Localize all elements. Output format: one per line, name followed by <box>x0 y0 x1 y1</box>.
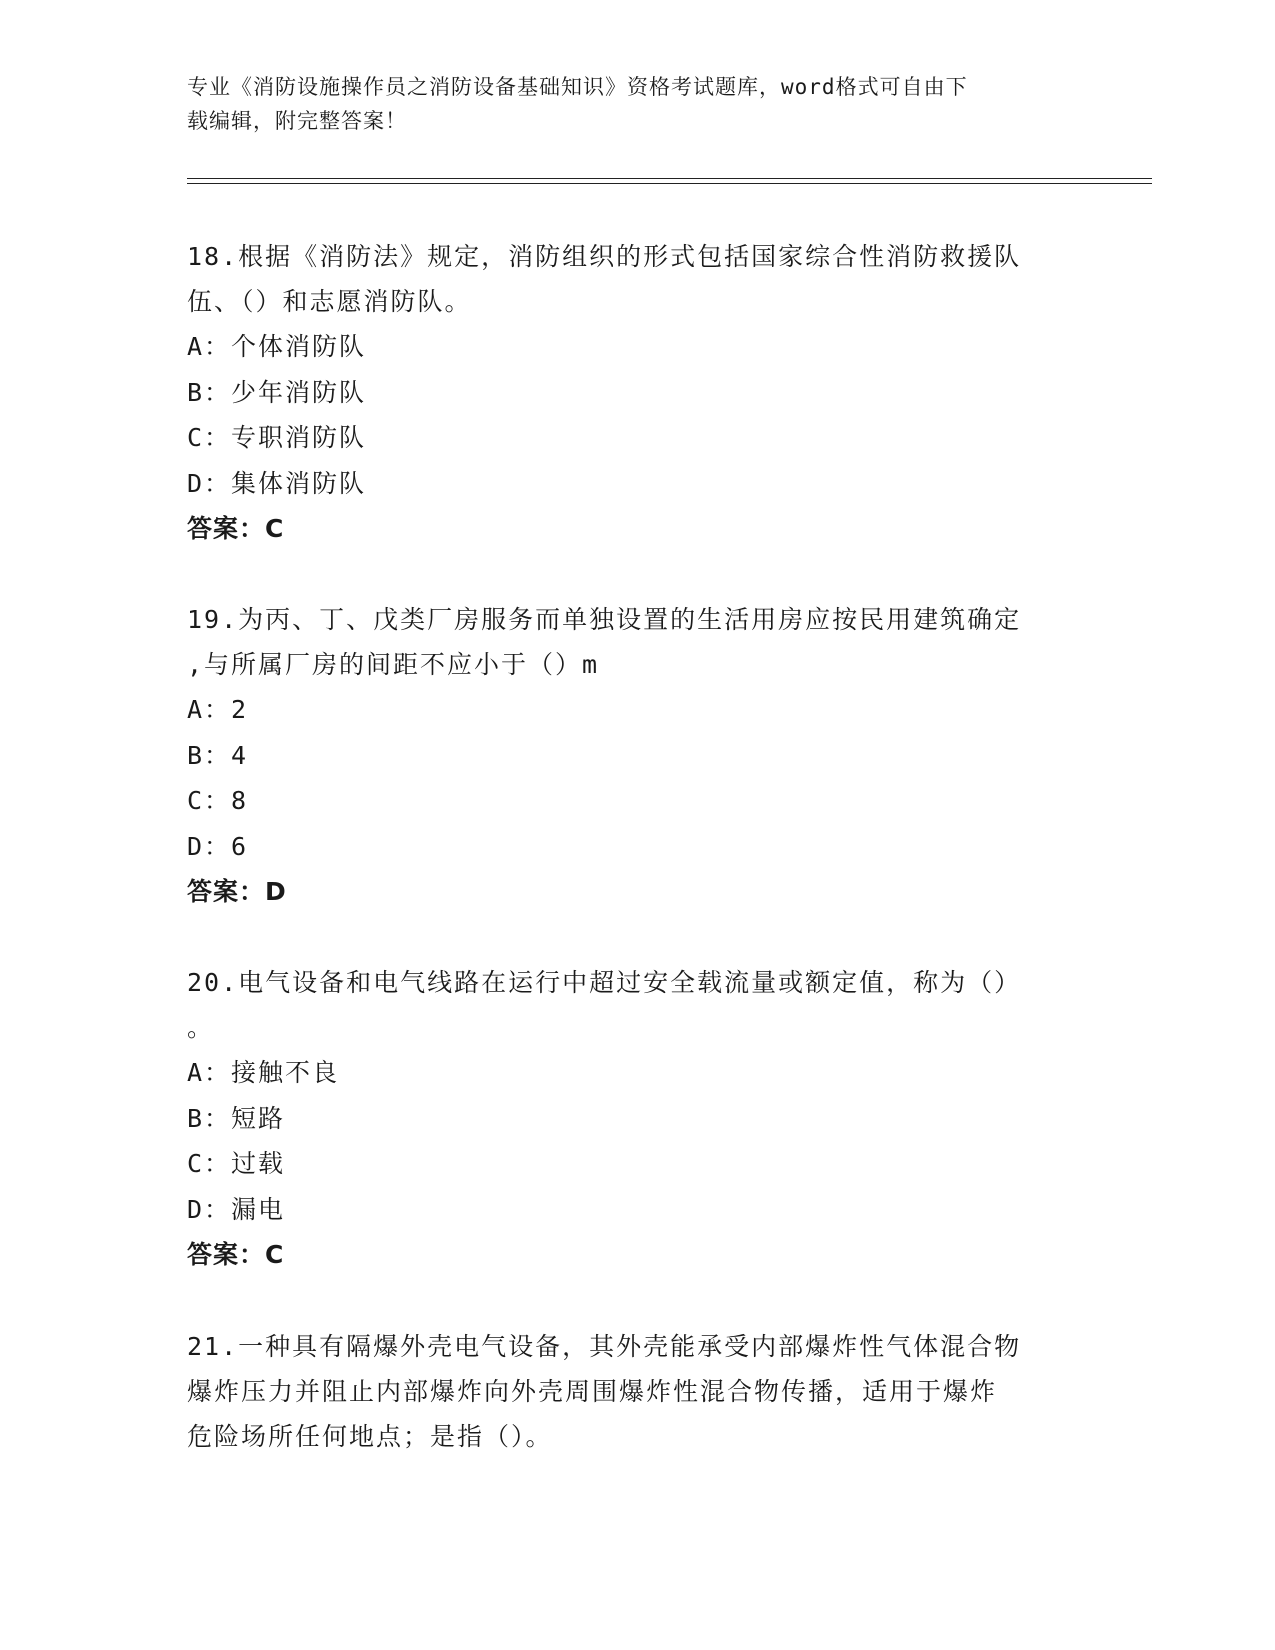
question-text-line: ,与所属厂房的间距不应小于（）m <box>187 650 600 679</box>
option-a: A：接触不良 <box>187 1058 340 1087</box>
option-d: D：集体消防队 <box>187 468 367 498</box>
question-21 <box>187 1324 1087 1459</box>
option-a: A：个体消防队 <box>187 332 367 361</box>
question-text-line: 爆炸压力并阻止内部爆炸向外壳周围爆炸性混合物传播，适用于爆炸 <box>187 1377 998 1406</box>
question-text-line: 危险场所任何地点；是指（）。 <box>187 1422 553 1451</box>
answer: 答案：D <box>187 877 287 906</box>
question-19 <box>187 597 1087 915</box>
question-20 <box>187 960 1087 1278</box>
answer: 答案：C <box>187 1240 285 1269</box>
option-a: A：2 <box>187 695 249 724</box>
option-d: D：漏电 <box>187 1194 286 1224</box>
option-b: B：少年消防队 <box>187 377 367 407</box>
header-rule-top <box>187 178 1152 179</box>
question-text-line: 。 <box>187 1013 215 1042</box>
option-b: B：4 <box>187 740 249 770</box>
answer: 答案：C <box>187 514 285 543</box>
header-line-1: 专业《消防设施操作员之消防设备基础知识》资格考试题库，word格式可自由下 <box>187 75 968 99</box>
question-text-line: 21.一种具有隔爆外壳电气设备，其外壳能承受内部爆炸性气体混合物 <box>187 1332 1022 1361</box>
option-c: C：8 <box>187 786 249 815</box>
question-18 <box>187 234 1087 552</box>
option-c: C：过载 <box>187 1149 286 1178</box>
question-text-line: 18.根据《消防法》规定，消防组织的形式包括国家综合性消防救援队 <box>187 242 1022 271</box>
option-c: C：专职消防队 <box>187 423 367 452</box>
question-text-line: 20.电气设备和电气线路在运行中超过安全载流量或额定值，称为（） <box>187 968 1022 997</box>
document-header <box>187 70 1067 138</box>
option-d: D：6 <box>187 831 249 861</box>
option-b: B：短路 <box>187 1103 286 1133</box>
question-text-line: 19.为丙、丁、戊类厂房服务而单独设置的生活用房应按民用建筑确定 <box>187 605 1022 634</box>
question-text-line: 伍、（）和志愿消防队。 <box>187 287 472 316</box>
header-rule-bottom <box>187 183 1152 184</box>
header-line-2: 载编辑，附完整答案！ <box>187 109 407 133</box>
